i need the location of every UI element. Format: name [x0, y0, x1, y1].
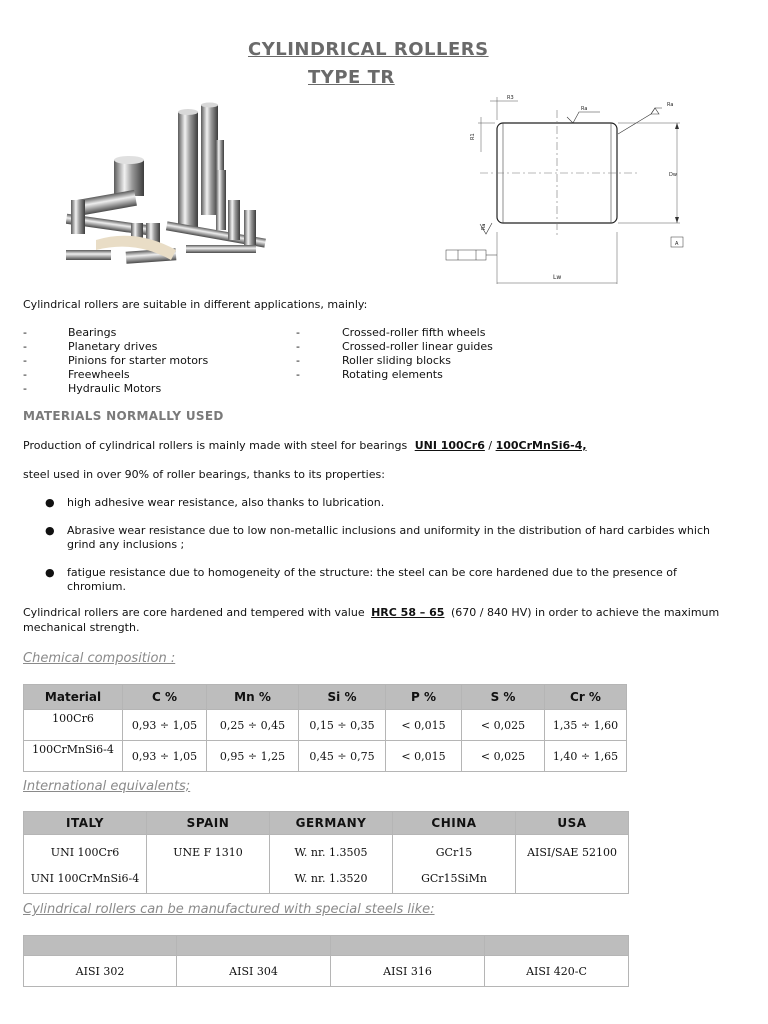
ra-left-label: Ra: [481, 223, 487, 230]
property-bullet: [45, 524, 745, 552]
intro-text: Cylindrical rollers are suitable in different applications, mainly:: [23, 298, 368, 311]
table-header-row: [24, 812, 629, 835]
datum-a-label: A: [675, 241, 679, 247]
applications-left-list: [23, 326, 323, 396]
column-header: C %: [123, 685, 207, 710]
list-dash: -: [296, 354, 300, 367]
property-bullet: [45, 566, 745, 594]
table-cell: 0,95 ÷ 1,25: [207, 741, 299, 772]
table-cell: < 0,015: [386, 741, 462, 772]
special-steels-table: [23, 935, 629, 987]
table-cell: [147, 835, 270, 894]
table-row: [24, 956, 629, 987]
table-cell: 0,45 ÷ 0,75: [299, 741, 386, 772]
materials-line1: [23, 439, 587, 453]
page-subtitle: TYPE TR: [308, 67, 395, 88]
list-dash: -: [296, 368, 300, 381]
steel-uni-100cr6: UNI 100Cr6: [414, 439, 485, 452]
table-cell: 1,35 ÷ 1,60: [545, 710, 627, 741]
hardness-text: Cylindrical rollers are core hardened and tempered with value: [23, 606, 365, 619]
table-header-row: [24, 936, 629, 956]
equivalents-heading: International equivalents;: [23, 779, 191, 794]
table-cell: [393, 835, 516, 894]
list-item-label: Hydraulic Motors: [68, 382, 162, 395]
materials-line2: steel used in over 90% of roller bearings, thanks to its properties:: [23, 468, 385, 481]
list-dash: -: [23, 382, 27, 395]
list-item: [23, 326, 323, 340]
hardness-suffix: (670 / 840 HV) in order to achieve the maximum: [450, 606, 720, 619]
list-item: [23, 382, 323, 396]
bullet-dot: ●: [45, 524, 55, 537]
table-cell: [516, 835, 629, 894]
list-dash: -: [296, 340, 300, 353]
column-header: Cr %: [545, 685, 627, 710]
list-item: [23, 354, 323, 368]
list-item: [296, 326, 596, 340]
list-item-label: Crossed-roller fifth wheels: [342, 326, 486, 339]
table-cell: AISI 304: [177, 956, 331, 987]
table-cell: 100CrMnSi6-4: [24, 741, 123, 772]
column-header: USA: [516, 812, 629, 835]
page-title: CYLINDRICAL ROLLERS: [248, 39, 489, 60]
column-header: GERMANY: [270, 812, 393, 835]
list-item-label: Rotating elements: [342, 368, 443, 381]
bullet-dot: ●: [45, 496, 55, 509]
list-dash: -: [23, 340, 27, 353]
cell-line: UNE F 1310: [173, 846, 243, 859]
cell-line: GCr15SiMn: [421, 872, 487, 885]
table-row: [24, 710, 627, 741]
cell-line: UNI 100CrMnSi6-4: [30, 872, 140, 885]
bullet-text: Abrasive wear resistance due to low non-metallic inclusions and uniformity in the distribution of hard carbides which grind any inclusions ;: [67, 524, 710, 551]
lw-label: Lw: [553, 274, 562, 281]
list-item-label: Bearings: [68, 326, 117, 339]
column-header: CHINA: [393, 812, 516, 835]
table-cell: [24, 835, 147, 894]
cell-line: W. nr. 1.3505: [294, 846, 368, 859]
r3-label: R3: [507, 95, 514, 101]
list-item: [296, 340, 596, 354]
cell-line: AISI/SAE 52100: [527, 846, 617, 859]
cell-line: GCr15: [435, 846, 473, 859]
bullet-dot: ●: [45, 566, 55, 579]
slash-separator: /: [488, 439, 493, 452]
list-item: [296, 368, 596, 382]
materials-line1-text: Production of cylindrical rollers is mainly made with steel for bearings: [23, 439, 408, 452]
steel-100crmnsi6-4: 100CrMnSi6-4,: [495, 439, 587, 452]
column-header: [485, 936, 629, 956]
table-cell: 0,15 ÷ 0,35: [299, 710, 386, 741]
list-dash: -: [23, 326, 27, 339]
table-cell: AISI 316: [331, 956, 485, 987]
list-item: [23, 340, 323, 354]
table-cell: < 0,025: [462, 741, 545, 772]
table-cell: 100Cr6: [24, 710, 123, 741]
dw-label: Dw: [669, 172, 677, 178]
column-header: [331, 936, 485, 956]
list-item: [296, 354, 596, 368]
table-cell: < 0,025: [462, 710, 545, 741]
list-item-label: Crossed-roller linear guides: [342, 340, 493, 353]
materials-heading: MATERIALS NORMALLY USED: [23, 409, 224, 423]
rollers-photo: [66, 100, 268, 270]
table-cell: 0,93 ÷ 1,05: [123, 741, 207, 772]
ra-top-label: Ra: [581, 106, 588, 112]
column-header: Material: [24, 685, 123, 710]
list-dash: -: [296, 326, 300, 339]
cell-line: UNI 100Cr6: [50, 846, 120, 859]
chemical-heading: Chemical composition :: [23, 651, 176, 666]
column-header: ITALY: [24, 812, 147, 835]
table-cell: AISI 420-C: [485, 956, 629, 987]
column-header: SPAIN: [147, 812, 270, 835]
column-header: [177, 936, 331, 956]
list-item-label: Planetary drives: [68, 340, 158, 353]
list-dash: -: [23, 368, 27, 381]
column-header: Si %: [299, 685, 386, 710]
table-cell: AISI 302: [24, 956, 177, 987]
hardness-line2: mechanical strength.: [23, 621, 140, 634]
ra-right-label: Ra: [667, 102, 674, 108]
table-row: [24, 741, 627, 772]
table-cell: 0,93 ÷ 1,05: [123, 710, 207, 741]
list-item: [23, 368, 323, 382]
table-cell: [270, 835, 393, 894]
table-header-row: [24, 685, 627, 710]
hrc-value: HRC 58 – 65: [371, 606, 445, 619]
equivalents-table: [23, 811, 629, 894]
table-cell: < 0,015: [386, 710, 462, 741]
property-bullet: [45, 496, 745, 510]
applications-right-list: [296, 326, 596, 382]
column-header: P %: [386, 685, 462, 710]
roller-technical-drawing: [440, 92, 702, 284]
list-dash: -: [23, 354, 27, 367]
list-item-label: Roller sliding blocks: [342, 354, 452, 367]
table-cell: 0,25 ÷ 0,45: [207, 710, 299, 741]
hardness-line1: [23, 606, 719, 620]
cell-line: W. nr. 1.3520: [294, 872, 368, 885]
chemical-table: [23, 684, 627, 772]
column-header: [24, 936, 177, 956]
r1-label: R1: [470, 133, 476, 140]
column-header: S %: [462, 685, 545, 710]
list-item-label: Freewheels: [68, 368, 130, 381]
special-steels-heading: Cylindrical rollers can be manufactured with special steels like:: [23, 902, 435, 917]
table-row: [24, 835, 629, 894]
bullet-text: high adhesive wear resistance, also thanks to lubrication.: [67, 496, 385, 509]
column-header: Mn %: [207, 685, 299, 710]
table-cell: 1,40 ÷ 1,65: [545, 741, 627, 772]
bullet-text: fatigue resistance due to homogeneity of the structure: the steel can be core hardened due to the presence of chromium.: [67, 566, 677, 593]
list-item-label: Pinions for starter motors: [68, 354, 209, 367]
